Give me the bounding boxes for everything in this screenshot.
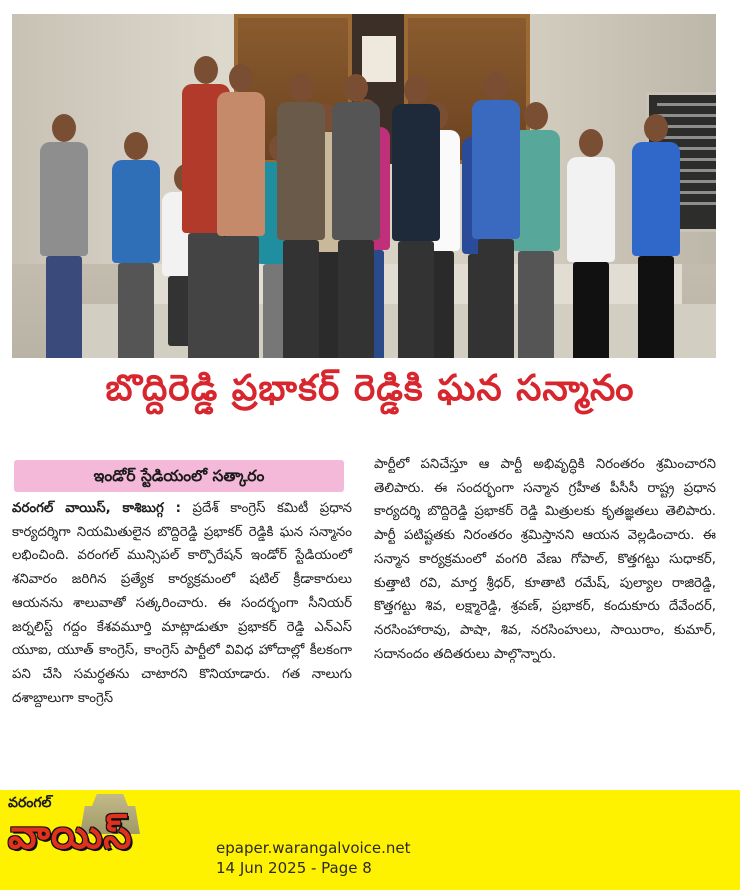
date-page: 14 Jun 2025 - Page 8 <box>216 859 372 877</box>
subheading-badge: ఇండోర్ స్టేడియంలో సత్కారం <box>14 460 344 492</box>
headline: బొద్దిరెడ్డి ప్రభాకర్ రెడ్డికి ఘన సన్మానం <box>105 368 635 409</box>
dateline: వరంగల్ వాయిస్, కాశిబుగ్గ : <box>12 501 181 516</box>
article-text-1: ప్రదేశ్ కాంగ్రెస్ కమిటీ ప్రధాన కార్యదర్శిగా నియమితులైన బొద్దిరెడ్డి ప్రభాకర్ రెడ్డికి ఘన సన్మానం లభించింది. వరంగల్ మున్సిపల్ కార్పొరేషన్ ఇండోర్ స్టేడియంలో శనివారం జరిగిన ప్రత్యేక కార్యక్రమంలో షటిల్ క్రీడాకారులు ఆయనను శాలువాతో సత్కరించారు. ఈ సందర్భంగా సీనియర్ జర్నలిస్ట్ గద్దం కేశవమూర్తి మాట్లాడుతూ ప్రభాకర్ రెడ్డి ఎన్ఎస్ యూఐ, యూత్ కాంగ్రెస్, కాంగ్రెస్ పార్టీలో వివిధ హోదాల్లో కీలకంగా పని చేసి సమర్థతను చాటారని కొనియాడారు. గత నాలుగు దశాబ్దాలుగా కాంగ్రెస్ <box>12 501 352 706</box>
logo-small-text: వరంగల్ <box>8 795 52 811</box>
photo-notice <box>362 36 396 82</box>
article-text-2: పార్టీలో పనిచేస్తూ ఆ పార్టీ అభివృద్ధికి నిరంతరం శ్రమించారని తెలిపారు. ఈ సందర్భంగా సన్మాన గ్రహీత పీసీసీ రాష్ట్ర ప్రధాన కార్యదర్శి బొద్దిరెడ్డి ప్రభాకర్ రెడ్డి మిత్రులకు కృతజ్ఞతలు తెలిపారు. పార్టీ పటిష్టతకు నిరంతరం శ్రమిస్తానని ఆయన వెల్లడించారు. ఈ సన్మాన కార్యక్రమంలో వంగరి వేణు గోపాల్, కొత్తగట్టు సుధాకర్, కుత్తాటి రవి, మార్త శ్రీధర్, కూతాటి రమేష్, పుల్యాల రాజిరెడ్డి, కొత్తగట్టు శివ, లక్ష్మారెడ్డి, శ్రవణ్, ప్రభాకర్, కందుకూరు దేవేందర్, నరసింహారావు, పాషా, శివ, నరసింహులు, సాయిరాం, కుమార్, సదానందం తదితరులు పాల్గొన్నారు. <box>374 457 716 662</box>
article-column-2 <box>374 453 716 666</box>
footer-meta <box>216 838 411 878</box>
group-photo <box>12 14 716 358</box>
site-url[interactable]: epaper.warangalvoice.net <box>216 839 411 857</box>
logo-masthead: వాయిస్ <box>8 812 133 858</box>
article-column-1 <box>12 497 352 710</box>
